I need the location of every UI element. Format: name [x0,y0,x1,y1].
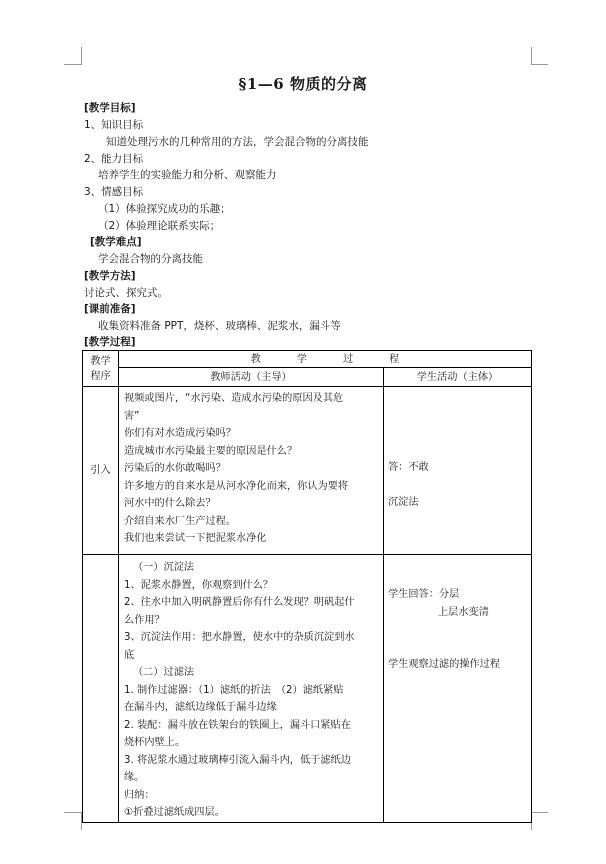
crop-mark-tl-v [81,47,82,65]
page-title: §1—6 物质的分离 [238,75,368,93]
student-cell-intro [384,387,532,555]
stage-header-line: 程序 [90,370,111,382]
prep-text: 收集资料准备 PPT，烧杯、玻璃棒、泥浆水，漏斗等 [98,320,341,332]
objective-item: （2）体验理论联系实际； [98,220,221,232]
teacher-line: （二）过滤法 [133,667,195,678]
student-line: 沉淀法 [388,497,419,508]
teacher-line: 污染后的水你敢喝吗？ [124,463,226,474]
process-header: 教学过程 [250,353,436,365]
process-heading: [教学过程] [84,336,136,348]
teacher-line: 1、泥浆水静置，你观察到什么？ [124,579,274,591]
methods-text: 讨论式、探究式。 [84,287,168,299]
teacher-line: ①折叠过滤纸成四层。 [124,807,225,818]
objective-item: 1、知识目标 [84,119,144,131]
stage-header-line: 教学 [90,355,111,367]
teacher-header: 教师活动（主导） [119,368,384,387]
teacher-line: 1. 制作过滤器：（1）滤纸的折法 （2）滤纸紧贴 [124,684,344,696]
teacher-cell-intro [119,387,384,555]
teacher-line: 3. 将泥浆水通过玻璃棒引流入漏斗内，低于滤纸边 [124,754,351,766]
prep-heading: [课前准备] [84,303,136,315]
teacher-line: 2. 装配：漏斗放在铁架台的铁圈上，漏斗口紧贴在 [124,719,351,731]
crop-mark-tr-h [531,64,548,65]
objective-item: 培养学生的实验能力和分析、观察能力 [98,169,277,181]
teacher-line: 视频或图片，“水污染、造成水污染的原因及其危 [124,393,344,404]
difficulty-text: 学会混合物的分离技能 [98,253,203,265]
teacher-line: 我们也来尝试一下把泥浆水净化 [124,533,267,544]
objective-item: （1）体验探究成功的乐趣； [98,203,231,215]
teacher-cell-main [119,555,384,823]
crop-mark-br-h [531,812,548,813]
student-cell-main [384,555,532,823]
process-header-cell [119,351,532,368]
objective-item: 知道处理污水的几种常用的方法，学会混合物的分离技能 [106,136,369,148]
crop-mark-bl-h [64,812,81,813]
stage-intro: 引入 [83,387,119,555]
teacher-line: 许多地方的自来水是从河水净化而来，你认为要将 [124,480,349,492]
stage-main [83,555,119,823]
teacher-line: 2、往水中加入明矾静置后你有什么发现？明矾起什 [124,597,355,608]
teacher-line: 造成城市水污染最主要的原因是什么？ [124,445,298,457]
objective-item: 2、能力目标 [84,153,144,165]
teacher-line: 烧杯内壁上。 [124,737,186,748]
teacher-line: 缘。 [124,772,145,783]
teacher-line: （一）沉淀法 [133,562,195,573]
difficulty-heading: [教学难点] [90,236,142,248]
objective-item: 3、情感目标 [84,186,144,198]
objectives-heading: [教学目标] [84,102,136,114]
methods-heading: [教学方法] [84,270,136,282]
student-line: 学生观察过滤的操作过程 [388,659,501,670]
student-line: 学生回答：分层 [388,589,460,600]
crop-mark-tr-v [531,47,532,65]
student-line: 答：不敢 [388,462,429,473]
teacher-line: 在漏斗内，滤纸边缘低于漏斗边缘 [124,702,277,713]
student-header: 学生活动（主体） [384,368,532,387]
teacher-line: 归纳： [124,789,155,801]
crop-mark-tl-h [64,64,81,65]
student-line: 上层水变清 [438,606,489,618]
teacher-line: 么作用？ [124,614,165,626]
teacher-line: 你们有对水造成污染吗？ [124,428,237,439]
teacher-line: 介绍自来水厂生产过程。 [124,515,237,527]
stage-header-cell [83,351,119,387]
teacher-line: 底 [124,649,135,661]
teacher-line: 害” [124,410,140,422]
teacher-line: 3、沉淀法作用：把水静置，使水中的杂质沉淀到水 [124,632,355,643]
teacher-line: 河水中的什么除去？ [124,498,216,509]
process-table [82,350,532,823]
